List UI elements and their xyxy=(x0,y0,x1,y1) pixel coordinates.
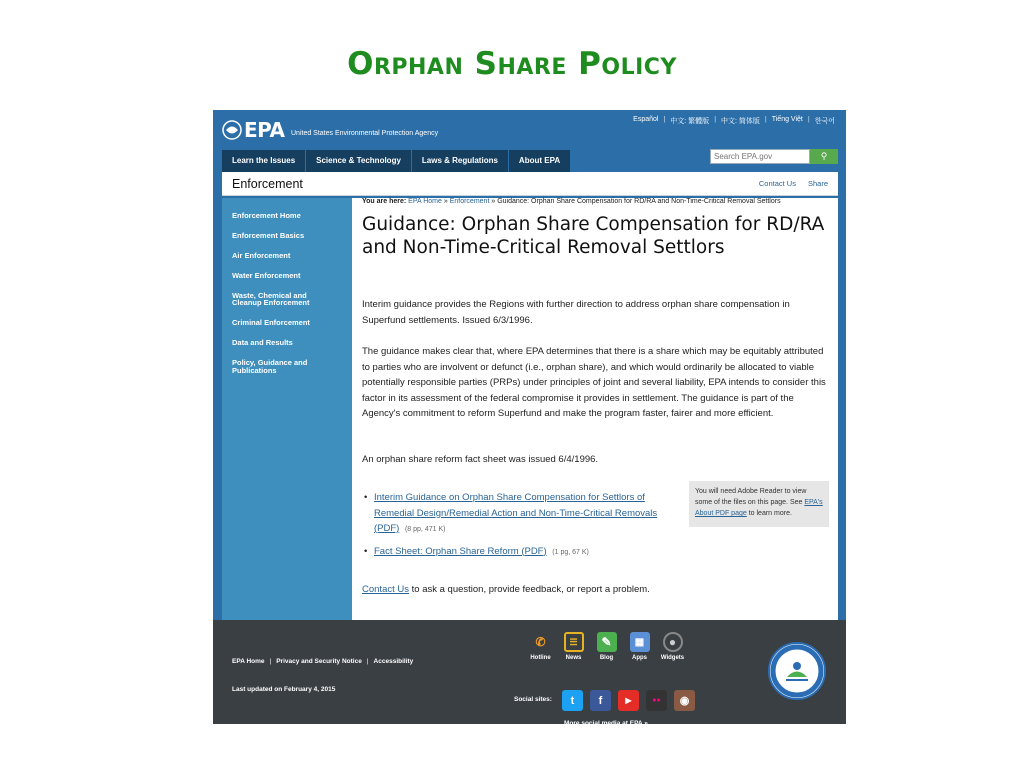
phone-icon: ✆ xyxy=(535,635,546,649)
lang-separator: | xyxy=(663,116,666,123)
breadcrumb-epa-home[interactable]: EPA Home xyxy=(408,198,442,205)
sidebar-item-data-and-results[interactable]: Data and Results xyxy=(232,338,293,348)
epa-seal-icon xyxy=(768,642,826,700)
breadcrumb-separator: » xyxy=(443,198,448,205)
news-icon: ☰ xyxy=(564,632,584,652)
sidebar-item-air-enforcement[interactable]: Air Enforcement xyxy=(232,250,291,260)
social-icons xyxy=(562,690,695,711)
tab-science-technology[interactable]: Science & Technology xyxy=(306,150,412,172)
logo-text: EPA xyxy=(244,118,285,142)
search-bar xyxy=(710,149,838,164)
breadcrumb-prefix: You are here: xyxy=(362,198,407,205)
footer-icon-links xyxy=(524,632,689,661)
lang-chinese-traditional[interactable]: 中文: 繁體版 xyxy=(670,118,710,125)
twitter-icon[interactable]: t xyxy=(562,690,583,711)
widgets-link[interactable] xyxy=(656,632,689,661)
breadcrumb-separator: » xyxy=(491,198,496,205)
apps-link[interactable] xyxy=(623,632,656,661)
sidebar-item-enforcement-basics[interactable]: Enforcement Basics xyxy=(232,230,305,240)
lang-vietnamese[interactable]: Tiếng Việt xyxy=(771,116,803,123)
contact-line xyxy=(362,584,650,595)
contact-tail: to ask a question, provide feedback, or report a problem. xyxy=(411,584,650,595)
footer-privacy-link[interactable]: Privacy and Security Notice xyxy=(276,658,362,665)
sidebar-item-waste-chemical-cleanup[interactable]: Waste, Chemical and Cleanup Enforcement xyxy=(232,290,310,308)
blog-link[interactable] xyxy=(590,632,623,661)
intro-paragraph: Interim guidance provides the Regions with further direction to address orphan share compensation in Superfund settlements. Issued 6/3/1996. xyxy=(362,299,790,326)
adobe-notice-tail: to learn more. xyxy=(748,510,792,517)
tab-learn-the-issues[interactable]: Learn the Issues xyxy=(222,150,306,172)
fact-sheet-pdf-link[interactable]: Fact Sheet: Orphan Share Reform (PDF) xyxy=(374,545,547,557)
footer-separator: | xyxy=(269,658,272,665)
search-button[interactable] xyxy=(810,149,838,164)
apps-label: Apps xyxy=(632,655,647,661)
document-links xyxy=(362,490,682,566)
flickr-icon[interactable]: ●● xyxy=(646,690,667,711)
lang-chinese-simplified[interactable]: 中文: 简体版 xyxy=(721,118,760,125)
tab-laws-regulations[interactable]: Laws & Regulations xyxy=(412,150,509,172)
epa-flower-icon xyxy=(222,120,242,140)
adobe-notice-text: You will need Adobe Reader to view some of the files on this page. See xyxy=(695,488,807,506)
contact-us-bottom-link[interactable]: Contact Us xyxy=(362,584,409,595)
page-title: Guidance: Orphan Share Compensation for RD/RA and Non-Time-Critical Removal Settlors xyxy=(362,214,825,258)
blog-icon: ✎ xyxy=(597,632,617,652)
guidance-paragraph: The guidance makes clear that, where EPA determines that there is a share which may be equitably attributed to parties who are involvent or defunct (i.e., orphan share), and which would ordinarily be allocated to viable potentially responsible parties (PRPs) under principles of joint and several liability, EPA intends to consider this factor in its assessment of the federal compromise it provides in settlement. The guidance is part of the Agency's commitment to reform Superfund and make the program faster, fairer and more efficient. xyxy=(362,346,826,419)
last-updated: Last updated on February 4, 2015 xyxy=(232,686,336,693)
footer-epa-home-link[interactable]: EPA Home xyxy=(232,658,265,665)
sidebar-item-enforcement-home[interactable]: Enforcement Home xyxy=(232,211,301,220)
file-meta: (8 pp, 471 K) xyxy=(404,526,446,533)
footer-separator: | xyxy=(366,658,369,665)
tab-about-epa[interactable]: About EPA xyxy=(509,150,571,172)
sidebar xyxy=(222,198,352,620)
about-pdf-link[interactable]: EPA's About PDF page xyxy=(695,499,823,517)
main-content xyxy=(352,198,838,620)
fact-sheet-paragraph: An orphan share reform fact sheet was issued 6/4/1996. xyxy=(362,454,599,465)
search-icon: ⚲ xyxy=(820,151,828,161)
widgets-label: Widgets xyxy=(660,655,685,661)
site-header xyxy=(213,110,846,150)
lang-separator: | xyxy=(764,116,767,123)
nav-tabs xyxy=(222,150,571,172)
sidebar-item-water-enforcement[interactable]: Water Enforcement xyxy=(232,270,301,280)
adobe-reader-notice xyxy=(689,481,829,527)
search-input[interactable] xyxy=(710,149,810,164)
instagram-icon[interactable]: ◉ xyxy=(674,690,695,711)
list-item xyxy=(362,544,682,561)
hotline-link[interactable] xyxy=(524,632,557,661)
breadcrumb xyxy=(362,198,781,205)
share-link[interactable]: Share xyxy=(807,179,828,188)
news-label: News xyxy=(565,655,582,661)
slide-title: Orphan Share Policy xyxy=(347,46,677,82)
interim-guidance-pdf-link[interactable]: Interim Guidance on Orphan Share Compensation for Settlors of Remedial Design/Remedial Action and Non-Time-Critical Removals (PDF) xyxy=(374,492,658,534)
sidebar-item-criminal-enforcement[interactable]: Criminal Enforcement xyxy=(232,318,310,328)
breadcrumb-enforcement[interactable]: Enforcement xyxy=(449,198,490,205)
widgets-icon: ● xyxy=(663,632,683,652)
lang-separator: | xyxy=(807,116,810,123)
footer-accessibility-link[interactable]: Accessibility xyxy=(373,658,414,665)
site-footer xyxy=(213,620,846,724)
list-item xyxy=(362,490,682,538)
file-meta: (1 pg, 67 K) xyxy=(552,548,589,556)
lang-separator: | xyxy=(714,116,717,123)
breadcrumb-current: Guidance: Orphan Share Compensation for RD/RA and Non-Time-Critical Removal Settlors xyxy=(497,198,781,205)
epa-webpage-screenshot xyxy=(213,110,846,724)
lang-spanish[interactable]: Español xyxy=(633,116,659,123)
hotline-label: Hotline xyxy=(530,655,551,661)
more-social-link[interactable]: More social media at EPA » xyxy=(564,720,648,724)
section-bar xyxy=(222,172,838,196)
lang-korean[interactable]: 한국어 xyxy=(814,118,835,125)
blog-label: Blog xyxy=(599,655,614,661)
footer-links xyxy=(232,658,418,665)
sidebar-item-policy-guidance[interactable]: Policy, Guidance and Publications xyxy=(232,358,308,375)
facebook-icon[interactable]: f xyxy=(590,690,611,711)
apps-icon: ▦ xyxy=(630,632,650,652)
epa-logo[interactable] xyxy=(222,118,284,142)
section-links xyxy=(759,179,828,188)
language-links xyxy=(628,116,840,126)
agency-name: United States Environmental Protection Agency xyxy=(291,130,439,137)
contact-us-link[interactable]: Contact Us xyxy=(758,179,796,188)
youtube-icon[interactable]: ▶ xyxy=(618,690,639,711)
social-label: Social sites: xyxy=(514,696,552,703)
news-link[interactable] xyxy=(557,632,590,661)
section-title: Enforcement xyxy=(232,177,303,191)
